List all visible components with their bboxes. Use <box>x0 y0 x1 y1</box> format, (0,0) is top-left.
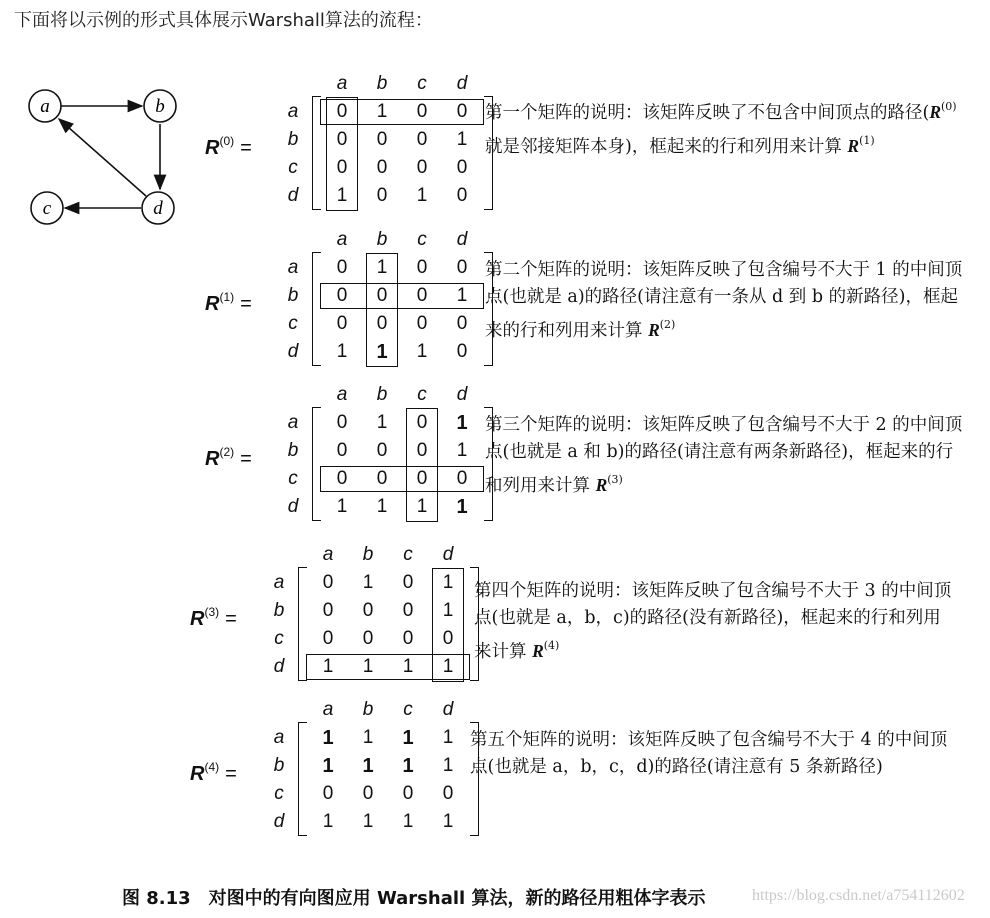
matrix-cell: 0 <box>376 157 388 178</box>
matrix-label-1: $R^{(1)}$ = <box>205 290 252 315</box>
col-header-c: c <box>417 384 427 405</box>
matrix-cell: 1 <box>442 572 454 593</box>
matrix-cell: 1 <box>456 412 468 434</box>
col-header-a: a <box>322 699 334 720</box>
node-b <box>144 90 176 122</box>
row-header-d: d <box>287 496 299 517</box>
col-header-d: d <box>456 73 468 94</box>
matrix-cell: 1 <box>322 811 334 832</box>
matrix-cell: 0 <box>336 129 348 150</box>
matrix-cell: 1 <box>442 727 454 748</box>
col-header-b: b <box>376 229 388 250</box>
svg-text:d: d <box>153 198 163 219</box>
row-header-b: b <box>273 600 285 621</box>
matrix-cell: 0 <box>456 341 468 362</box>
matrix-cell: 0 <box>456 313 468 334</box>
node-c <box>31 192 63 224</box>
col-header-b: b <box>376 384 388 405</box>
matrix-cell: 0 <box>416 313 428 334</box>
matrix-cell: 0 <box>376 440 388 461</box>
col-header-d: d <box>456 229 468 250</box>
matrix-cell: 1 <box>322 656 334 677</box>
matrix-cell: 0 <box>336 285 348 306</box>
col-header-b: b <box>362 699 374 720</box>
row-header-a: a <box>273 727 285 748</box>
matrix-cell: 0 <box>376 129 388 150</box>
matrix-cell: 1 <box>442 656 454 677</box>
matrix-cell: 0 <box>336 440 348 461</box>
matrix-cell: 0 <box>456 157 468 178</box>
row-header-b: b <box>287 285 299 306</box>
watermark: https://blog.csdn.net/a754112602 <box>752 887 965 904</box>
matrix-cell: 0 <box>442 783 454 804</box>
matrix-cell: 0 <box>336 101 348 122</box>
matrix-cell: 0 <box>336 157 348 178</box>
matrix-description-1: 第二个矩阵的说明：该矩阵反映了包含编号不大于 1 的中间顶点(也就是 a)的路径(请注意有一条从 d 到 b 的新路径)，框起来的行和列用来计算 $R^{(2)}$ <box>485 260 963 341</box>
matrix-cell: 1 <box>376 496 388 517</box>
matrix-cell: 0 <box>416 157 428 178</box>
matrix-cell: 1 <box>402 656 414 677</box>
col-header-c: c <box>403 699 413 720</box>
matrix-cell: 1 <box>376 341 388 363</box>
matrix-cell: 1 <box>362 755 374 777</box>
row-header-b: b <box>273 755 285 776</box>
matrix-cell: 0 <box>442 628 454 649</box>
matrix-cell: 1 <box>322 727 334 749</box>
matrix-cell: 1 <box>322 755 334 777</box>
matrix-cell: 1 <box>442 600 454 621</box>
matrix-cell: 1 <box>402 727 414 749</box>
matrix-cell: 1 <box>376 257 388 278</box>
matrix-cell: 1 <box>456 129 468 150</box>
row-header-b: b <box>287 440 299 461</box>
matrix-cell: 0 <box>376 285 388 306</box>
matrix-cell: 0 <box>376 185 388 206</box>
intro-text: 下面将以示例的形式具体展示Warshall算法的流程： <box>14 10 433 31</box>
row-header-c: c <box>274 783 284 804</box>
col-header-d: d <box>456 384 468 405</box>
matrix-cell: 0 <box>362 783 374 804</box>
matrix-cell: 1 <box>442 811 454 832</box>
highlight-row-box <box>320 466 484 492</box>
col-header-a: a <box>322 544 334 565</box>
svg-text:c: c <box>42 198 52 219</box>
matrix-label-4: $R^{(4)}$ = <box>190 760 237 785</box>
matrix-cell: 0 <box>416 468 428 489</box>
col-header-c: c <box>417 73 427 94</box>
matrix-label-3: $R^{(3)}$ = <box>190 605 237 630</box>
matrix-cell: 1 <box>416 185 428 206</box>
row-header-a: a <box>273 572 285 593</box>
matrix-cell: 1 <box>456 440 468 461</box>
col-header-b: b <box>362 544 374 565</box>
matrix-cell: 0 <box>322 572 334 593</box>
col-header-b: b <box>376 73 388 94</box>
row-header-c: c <box>288 157 298 178</box>
matrix-cell: 1 <box>362 572 374 593</box>
matrix-cell: 0 <box>376 468 388 489</box>
row-header-d: d <box>287 341 299 362</box>
matrix-bracket-left <box>312 252 321 366</box>
matrix-cell: 0 <box>402 628 414 649</box>
matrix-label-2: $R^{(2)}$ = <box>205 445 252 470</box>
matrix-cell: 0 <box>336 468 348 489</box>
row-header-c: c <box>288 468 298 489</box>
col-header-a: a <box>336 229 348 250</box>
matrix-cell: 0 <box>402 783 414 804</box>
matrix-cell: 0 <box>322 600 334 621</box>
row-header-a: a <box>287 257 299 278</box>
matrix-cell: 0 <box>416 129 428 150</box>
row-header-a: a <box>287 101 299 122</box>
matrix-cell: 0 <box>416 440 428 461</box>
col-header-d: d <box>442 699 454 720</box>
matrix-cell: 0 <box>362 600 374 621</box>
matrix-cell: 0 <box>416 101 428 122</box>
row-header-c: c <box>274 628 284 649</box>
col-header-c: c <box>403 544 413 565</box>
matrix-cell: 0 <box>336 257 348 278</box>
svg-text:a: a <box>40 96 50 117</box>
matrix-cell: 0 <box>376 313 388 334</box>
matrix-description-2: 第三个矩阵的说明：该矩阵反映了包含编号不大于 2 的中间顶点(也就是 a 和 b)的路径(请注意有两条新路径)，框起来的行和列用来计算 $R^{(3)}$ <box>485 415 963 496</box>
matrix-cell: 0 <box>402 600 414 621</box>
figure-caption: 图 8.13 对图中的有向图应用 Warshall 算法，新的路径用粗体字表示 <box>122 888 706 909</box>
node-a <box>29 90 61 122</box>
matrix-description-0: 第一个矩阵的说明：该矩阵反映了不包含中间顶点的路径($R^{(0)}$就是邻接矩阵本身)，框起来的行和列用来计算 $R^{(1)}$ <box>485 100 957 157</box>
col-header-a: a <box>336 384 348 405</box>
matrix-cell: 1 <box>362 727 374 748</box>
row-header-a: a <box>287 412 299 433</box>
matrix-bracket-left <box>298 722 307 836</box>
node-d <box>142 192 174 224</box>
matrix-cell: 0 <box>336 412 348 433</box>
matrix-cell: 0 <box>416 285 428 306</box>
matrix-cell: 1 <box>362 811 374 832</box>
matrix-label-0: $R^{(0)}$ = <box>205 134 252 159</box>
edge-d-a <box>59 119 146 196</box>
matrix-description-3: 第四个矩阵的说明：该矩阵反映了包含编号不大于 3 的中间顶点(也就是 a，b，c)的路径(没有新路径)，框起来的行和列用来计算 $R^{(4)}$ <box>474 581 952 662</box>
highlight-col-box <box>432 568 464 682</box>
matrix-cell: 0 <box>336 313 348 334</box>
highlight-row-box <box>320 283 484 309</box>
matrix-cell: 1 <box>376 412 388 433</box>
row-header-d: d <box>287 185 299 206</box>
row-header-d: d <box>273 811 285 832</box>
matrix-cell: 1 <box>336 341 348 362</box>
row-header-d: d <box>273 656 285 677</box>
matrix-cell: 0 <box>322 628 334 649</box>
col-header-d: d <box>442 544 454 565</box>
svg-text:b: b <box>155 96 165 117</box>
row-header-b: b <box>287 129 299 150</box>
matrix-cell: 0 <box>456 101 468 122</box>
matrix-cell: 1 <box>456 496 468 518</box>
matrix-bracket-left <box>312 407 321 521</box>
matrix-cell: 1 <box>416 496 428 517</box>
matrix-cell: 1 <box>442 755 454 776</box>
col-header-c: c <box>417 229 427 250</box>
directed-graph <box>0 0 200 250</box>
highlight-col-box <box>366 253 398 367</box>
matrix-cell: 0 <box>402 572 414 593</box>
row-header-c: c <box>288 313 298 334</box>
matrix-cell: 1 <box>416 341 428 362</box>
matrix-cell: 1 <box>402 755 414 777</box>
matrix-description-4: 第五个矩阵的说明：该矩阵反映了包含编号不大于 4 的中间顶点(也就是 a，b，c，d)的路径(请注意有 5 条新路径) <box>470 730 948 777</box>
matrix-cell: 1 <box>362 656 374 677</box>
matrix-cell: 0 <box>456 257 468 278</box>
matrix-cell: 0 <box>416 257 428 278</box>
matrix-cell: 1 <box>336 185 348 206</box>
matrix-cell: 0 <box>322 783 334 804</box>
matrix-cell: 1 <box>402 811 414 832</box>
highlight-col-box <box>406 408 438 522</box>
highlight-col-box <box>326 97 358 211</box>
matrix-cell: 0 <box>416 412 428 433</box>
col-header-a: a <box>336 73 348 94</box>
matrix-cell: 0 <box>456 185 468 206</box>
matrix-cell: 0 <box>456 468 468 489</box>
matrix-cell: 1 <box>376 101 388 122</box>
matrix-cell: 0 <box>362 628 374 649</box>
matrix-cell: 1 <box>336 496 348 517</box>
matrix-cell: 1 <box>456 285 468 306</box>
